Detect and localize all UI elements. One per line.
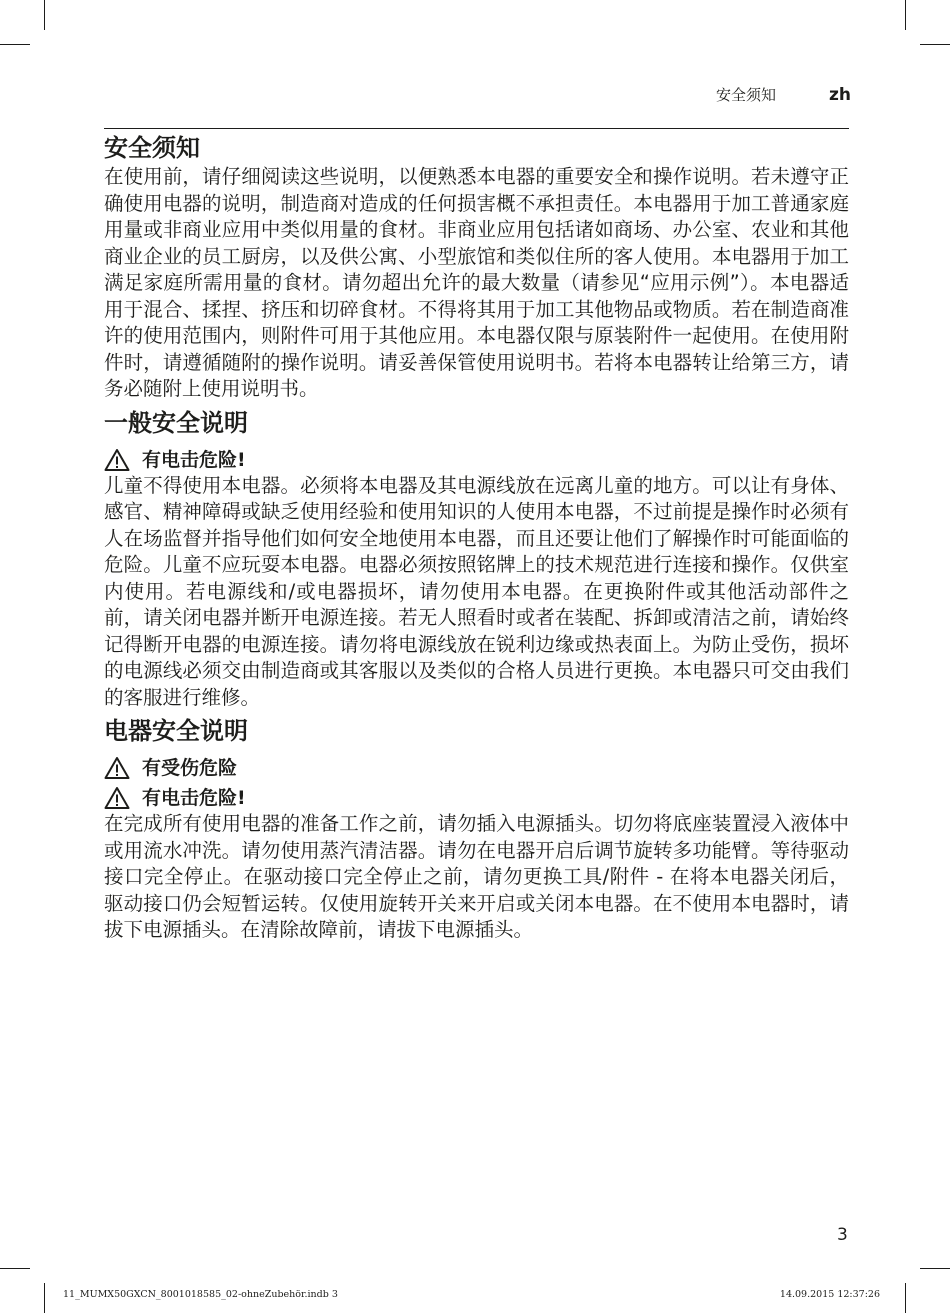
warning-text: 有电击危险!: [142, 448, 246, 471]
section-heading: 安全须知: [104, 134, 200, 162]
header-rule: [104, 128, 849, 129]
warning-line: [104, 755, 849, 781]
warning-triangle-icon: [104, 448, 130, 472]
warning-line: [104, 785, 849, 811]
crop-mark: [44, 0, 45, 30]
warning-text: 有受伤危险: [142, 757, 238, 779]
page-content: [104, 132, 849, 944]
section-heading: 一般安全说明: [104, 408, 248, 437]
crop-mark: [920, 44, 950, 45]
crop-mark: [0, 1268, 30, 1269]
crop-mark: [0, 44, 30, 45]
crop-mark: [905, 1283, 906, 1313]
crop-mark: [905, 0, 906, 30]
crop-mark: [920, 1268, 950, 1269]
warning-text: 有电击危险!: [142, 787, 246, 809]
page-number: 3: [837, 1225, 848, 1245]
running-header-title: 安全须知: [716, 86, 777, 104]
warning-triangle-icon: [104, 786, 130, 810]
warning-triangle-icon: [104, 756, 130, 780]
section-body: 儿童不得使用本电器。必须将本电器及其电源线放在远离儿童的地方。可以让有身体、感官、精神障碍或缺乏使用经验和使用知识的人使用本电器，不过前提是操作时必须有人在场监督并指导他们如何安全地使用本电器，而且还要让他们了解操作时可能面临的危险。儿童不应玩耍本电器。电器必须按照铭牌上的技术规范进行连接和操作。仅供室内使用。若电源线和/或电器损坏，请勿使用本电器。在更换附件或其他活动部件之前，请关闭电器并断开电源连接。若无人照看时或者在装配、拆卸或清洁之前，请始终记得断开电器的电源连接。请勿将电源线放在锐利边缘或热表面上。为防止受伤，损坏的电源线必须交由制造商或其客服以及类似的合格人员进行更换。本电器只可交由我们的客服进行维修。: [104, 473, 849, 709]
section-body: 在完成所有使用电器的准备工作之前，请勿插入电源插头。切勿将底座装置浸入液体中或用流水冲洗。请勿使用蒸汽清洁器。请勿在电器开启后调节旋转多功能臂。等待驱动接口完全停止。在驱动接口完全停止之前，请勿更换工具/附件 - 在将本电器关闭后，驱动接口仍会短暂运转。仅使用旋转开关来开启或关闭本电器。在不使用本电器时，请拔下电源插头。在清除故障前，请拔下电源插头。: [104, 812, 849, 941]
warning-line: [104, 447, 849, 473]
print-slug-timestamp: 14.09.2015 12:37:26: [779, 1289, 880, 1300]
language-code: zh: [829, 85, 851, 105]
print-slug-file: 11_MUMX50GXCN_8001018585_02-ohneZubehör.indb 3: [63, 1289, 338, 1300]
section-body: 在使用前，请仔细阅读这些说明，以便熟悉本电器的重要安全和操作说明。若未遵守正确使用电器的说明，制造商对造成的任何损害概不承担责任。本电器用于加工普通家庭用量或非商业应用中类似用量的食材。非商业应用包括诸如商场、办公室、农业和其他商业企业的员工厨房，以及供公寓、小型旅馆和类似住所的客人使用。本电器用于加工满足家庭所需用量的食材。请勿超出允许的最大数量（请参见“应用示例”）。本电器适用于混合、揉捏、挤压和切碎食材。不得将其用于加工其他物品或物质。若在制造商准许的使用范围内，则附件可用于其他应用。本电器仅限与原装附件一起使用。在使用附件时，请遵循随附的操作说明。请妥善保管使用说明书。若将本电器转让给第三方，请务必随附上使用说明书。: [104, 165, 849, 400]
crop-mark: [44, 1283, 45, 1313]
section-heading: 电器安全说明: [104, 717, 248, 745]
